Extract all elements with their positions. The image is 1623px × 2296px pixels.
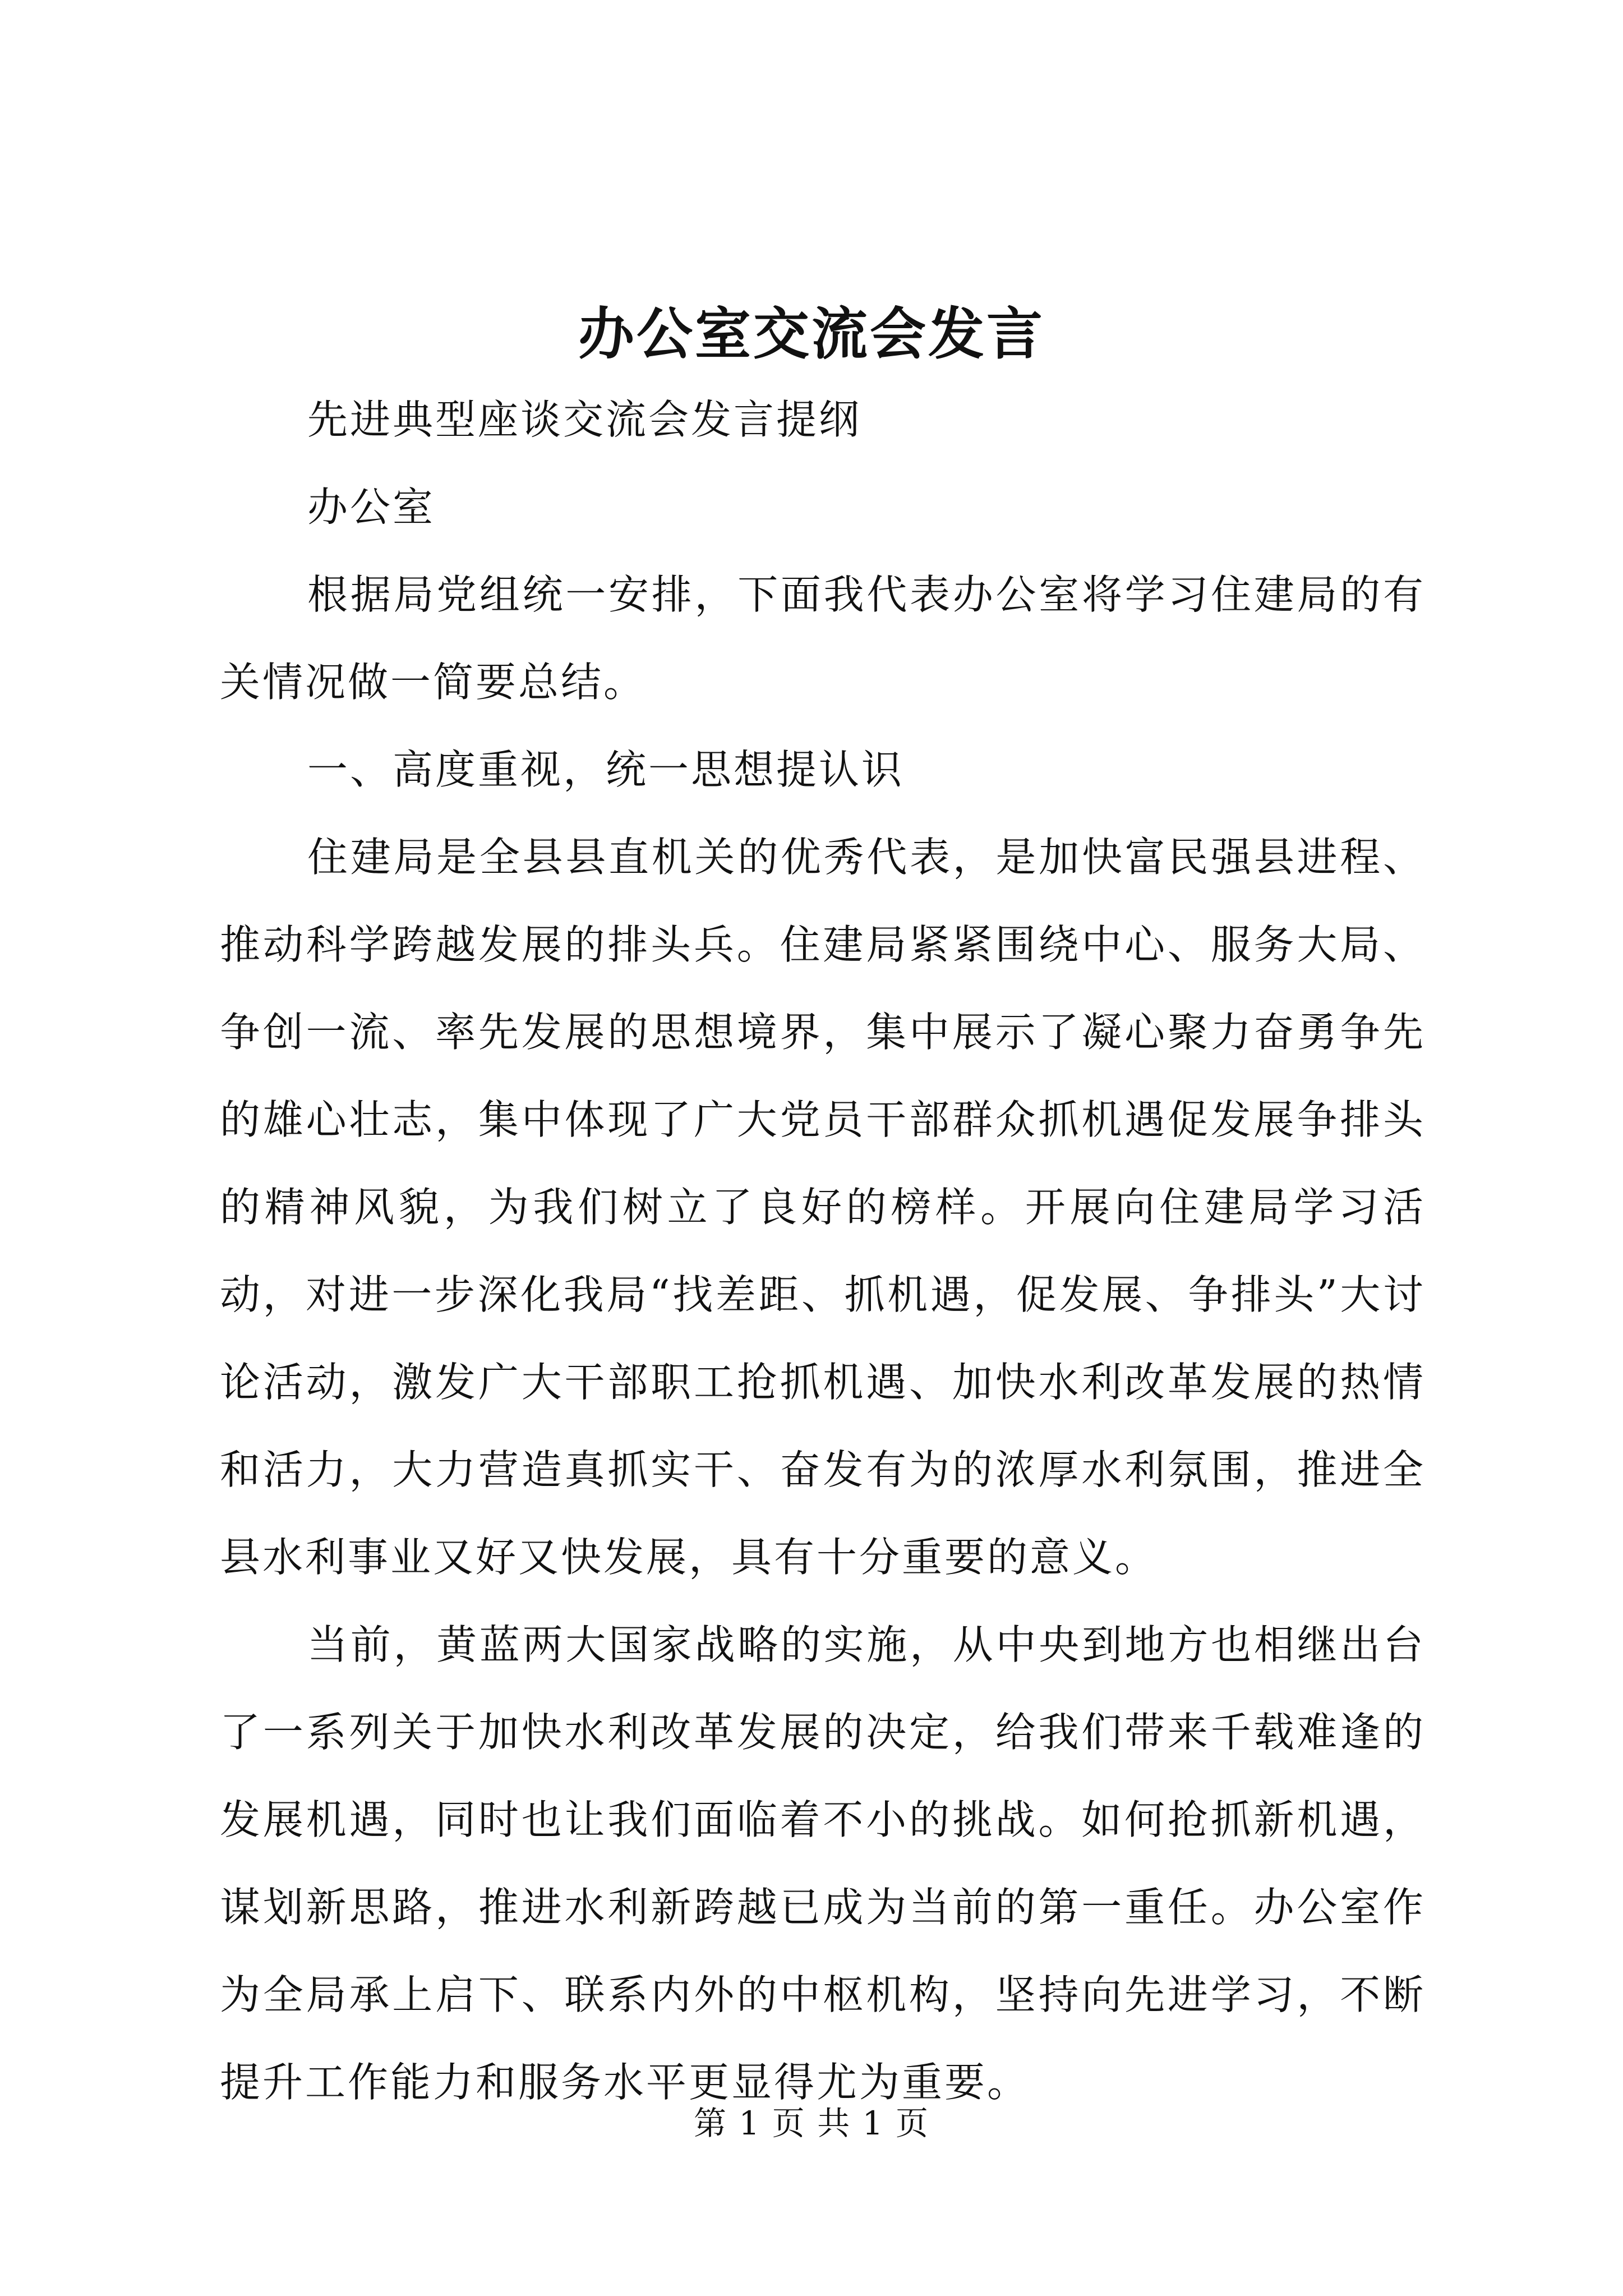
body-paragraph-2: 当前，黄蓝两大国家战略的实施，从中央到地方也相继出台了一系列关于加快水利改革发展的决定，给我们带来千载难逢的发展机遇，同时也让我们面临着不小的挑战。如何抢抓新机遇，谋划新思路，推进水利新跨越已成为当前的第一重任。办公室作为全局承上启下、联系内外的中枢机构，坚持向先进学习，不断提升工作能力和服务水平更显得尤为重要。 [220, 1621, 1426, 2106]
department-paragraph: 办公室 [307, 484, 436, 531]
subtitle-paragraph: 先进典型座谈交流会发言提纲 [307, 396, 862, 443]
page-footer: 第 1 页 共 1 页 [694, 2104, 929, 2142]
document-title: 办公室交流会发言 [578, 301, 1045, 367]
document-body [220, 376, 1426, 2126]
intro-paragraph: 根据局党组统一安排，下面我代表办公室将学习住建局的有关情况做一简要总结。 [220, 571, 1426, 706]
body-paragraph-1: 住建局是全县县直机关的优秀代表，是加快富民强县进程、推动科学跨越发展的排头兵。住建局紧紧围绕中心、服务大局、争创一流、率先发展的思想境界，集中展示了凝心聚力奋勇争先的雄心壮志，集中体现了广大党员干部群众抓机遇促发展争排头的精神风貌，为我们树立了良好的榜样。开展向住建局学习活动，对进一步深化我局“找差距、抓机遇，促发展、争排头”大讨论活动，激发广大干部职工抢抓机遇、加快水利改革发展的热情和活力，大力营造真抓实干、奋发有为的浓厚水利氛围，推进全县水利事业又好又快发展，具有十分重要的意义。 [220, 834, 1426, 1581]
section-heading-1: 一、高度重视，统一思想提认识 [307, 746, 905, 793]
